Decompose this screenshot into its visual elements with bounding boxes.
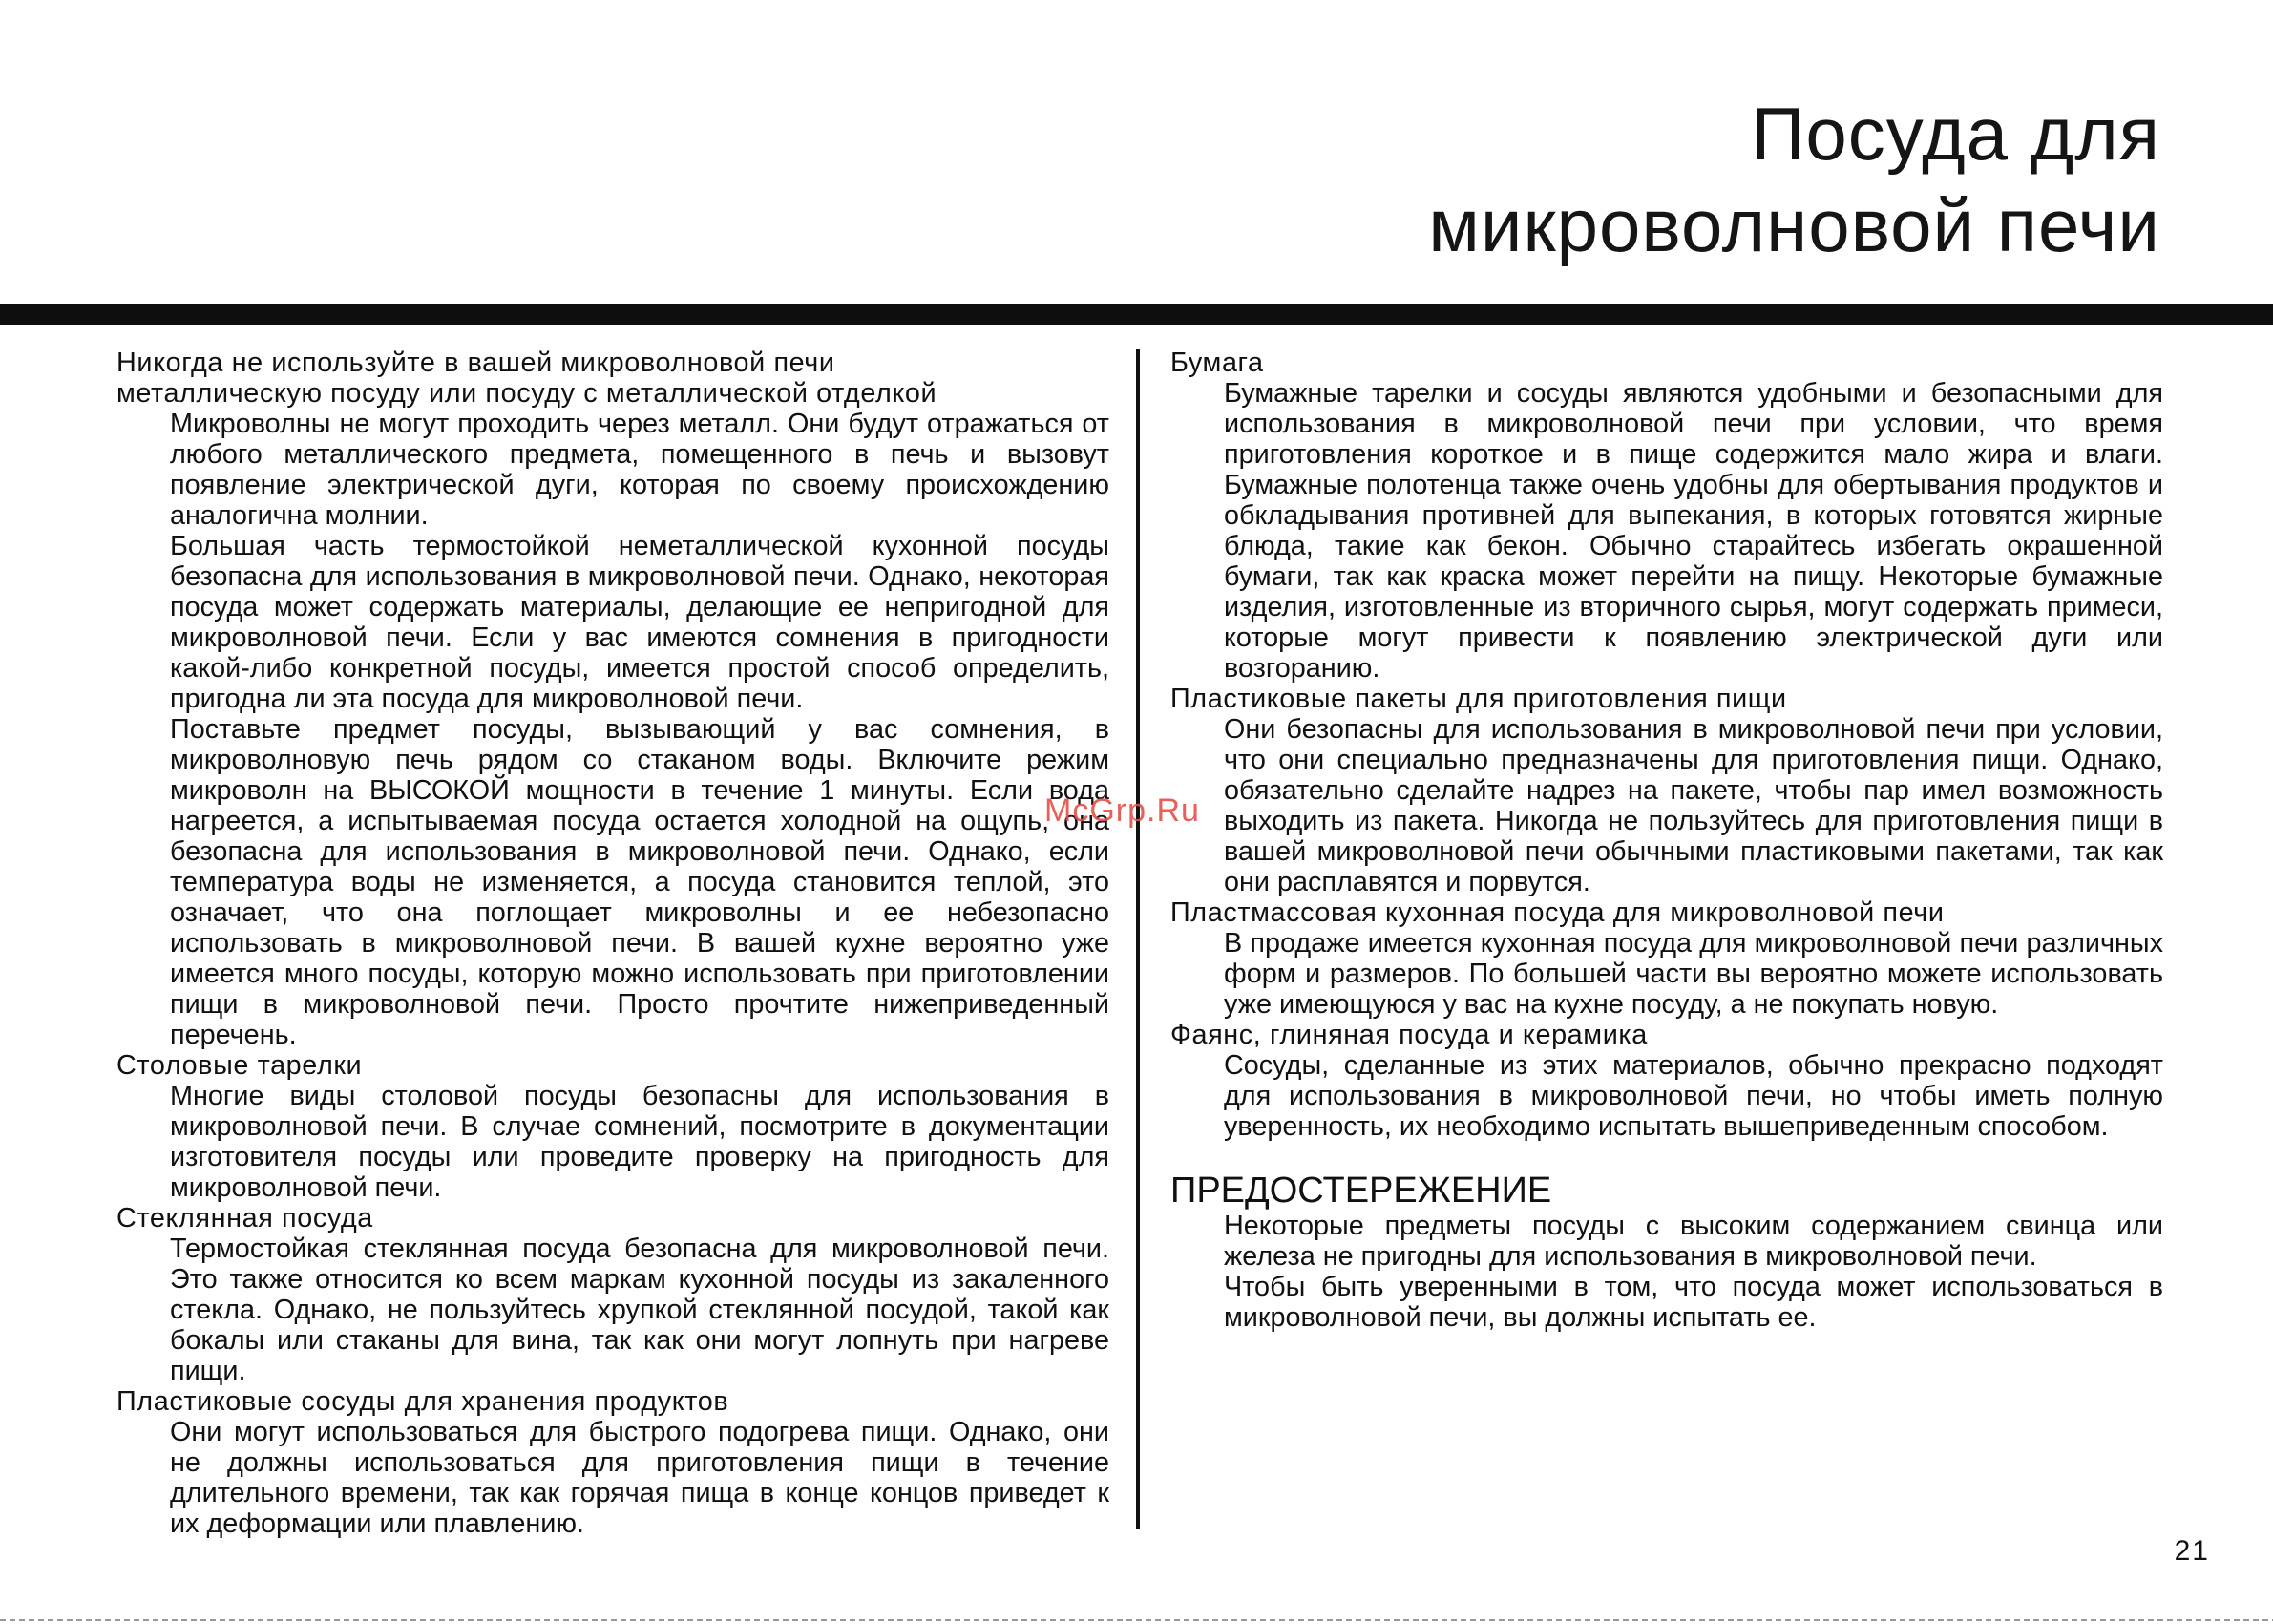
warning-paragraph-2: Чтобы быть уверенными в том, что посуда может использоваться в микроволновой печи, вы должны испытать ее. <box>1224 1272 2163 1333</box>
metal-paragraph-2: Большая часть термостойкой неметаллической кухонной посуды безопасна для использования в микроволновой печи. Однако, некоторая посуда может содержать материалы, делающие ее непригодной для микроволновой печи. Если у вас имеются сомнения в пригодности какой-либо конкретной посуды, имеется простой способ определить, пригодна ли эта посуда для микроволновой печи. <box>170 531 1109 714</box>
plates-paragraph: Многие виды столовой посуды безопасны для использования в микроволновой печи. В случае сомнений, посмотрите в документации изготовителя посуды или проведите проверку на пригодность для микроволновой печи. <box>170 1081 1109 1203</box>
right-column <box>1170 348 2163 1333</box>
bottom-dotted-line <box>0 1619 2273 1621</box>
section-heading-ceramics: Фаянс, глиняная посуда и керамика <box>1170 1020 1648 1050</box>
metal-heading-line-2: металлическую посуду или посуду с металлической отделкой <box>116 378 937 409</box>
bags-paragraph: Они безопасны для использования в микроволновой печи при условии, что они специально предназначены для приготовления пищи. Однако, обязательно сделайте надрез на пакете, чтобы пар имел возможность выходить из пакета. Никогда не пользуйтесь для приготовления пищи в вашей микроволновой печи обычными пластиковыми пакетами, так как они расплавятся и порвутся. <box>1224 714 2163 897</box>
plastic-storage-paragraph: Они могут использоваться для быстрого подогрева пищи. Однако, они не должны использоваться для приготовления пищи в течение длительного времени, так как горячая пища в конце концов приведет к их деформации или плавлению. <box>170 1417 1109 1539</box>
section-heading-plastic-cookware: Пластмассовая кухонная посуда для микроволновой печи <box>1170 897 1945 928</box>
metal-paragraph-3: Поставьте предмет посуды, вызывающий у вас сомнения, в микроволновую печь рядом со стаканом воды. Включите режим микроволн на ВЫСОКОЙ мощности в течение 1 минуты. Если вода нагреется, а испытываемая посуда остается холодной на ощупь, она безопасна для использования в микроволновой печи. Однако, если температура воды не изменяется, а посуда становится теплой, это означает, что она поглощает микроволны и ее небезопасно использовать в микроволновой печи. В вашей кухне вероятно уже имеется много посуды, которую можно использовать при приготовлении пищи в микроволновой печи. Просто прочтите нижеприведенный перечень. <box>170 714 1109 1050</box>
metal-paragraph-1: Микроволны не могут проходить через металл. Они будут отражаться от любого металлического предмета, помещенного в печь и вызовут появление электрической дуги, которая по своему происхождению аналогична молнии. <box>170 409 1109 531</box>
warning-paragraph-1: Некоторые предметы посуды с высоким содержанием свинца или железа не пригодны для использования в микроволновой печи. <box>1224 1211 2163 1272</box>
left-column <box>116 348 1109 1539</box>
plastic-cookware-paragraph: В продаже имеется кухонная посуда для микроволновой печи различных форм и размеров. По большей части вы вероятно можете использовать уже имеющуюся у вас на кухне посуду, а не покупать новую. <box>1224 928 2163 1020</box>
title-line-1: Посуда для <box>1751 92 2160 176</box>
section-heading-plates: Столовые тарелки <box>116 1050 363 1081</box>
section-heading-glass: Стеклянная посуда <box>116 1203 373 1234</box>
ceramics-paragraph: Сосуды, сделанные из этих материалов, обычно прекрасно подходят для использования в микроволновой печи, но чтобы иметь полную уверенность, их необходимо испытать вышеприведенным способом. <box>1224 1050 2163 1142</box>
page-number: 21 <box>2174 1535 2210 1567</box>
column-divider <box>1136 349 1140 1529</box>
section-heading-bags: Пластиковые пакеты для приготовления пищи <box>1170 684 1787 714</box>
watermark: McGrp.Ru <box>1044 792 1200 829</box>
title-line-2: микроволновой печи <box>1428 183 2160 267</box>
paper-paragraph: Бумажные тарелки и сосуды являются удобными и безопасными для использования в микроволновой печи при условии, что время приготовления короткое и в пище содержится мало жира и влаги. Бумажные полотенца также очень удобны для обертывания продуктов и обкладывания противней для выпекания, в которых готовятся жирные блюда, такие как бекон. Обычно старайтесь избегать окрашенной бумаги, так как краска может перейти на пищу. Некоторые бумажные изделия, изготовленные из вторичного сырья, могут содержать примеси, которые могут привести к появлению электрической дуги или возгоранию. <box>1224 378 2163 684</box>
header-rule <box>0 304 2273 325</box>
glass-paragraph: Термостойкая стеклянная посуда безопасна для микроволновой печи. Это также относится ко всем маркам кухонной посуды из закаленного стекла. Однако, не пользуйтесь хрупкой стеклянной посудой, такой как бокалы или стаканы для вина, так как они могут лопнуть при нагреве пищи. <box>170 1234 1109 1386</box>
section-heading-plastic-storage: Пластиковые сосуды для хранения продуктов <box>116 1386 729 1417</box>
metal-heading-line-1: Никогда не используйте в вашей микроволновой печи <box>116 348 835 378</box>
section-heading-metal <box>116 348 1109 409</box>
section-heading-paper: Бумага <box>1170 348 1264 378</box>
page-title <box>1428 88 2160 271</box>
warning-heading: ПРЕДОСТЕРЕЖЕНИЕ <box>1170 1171 1552 1211</box>
